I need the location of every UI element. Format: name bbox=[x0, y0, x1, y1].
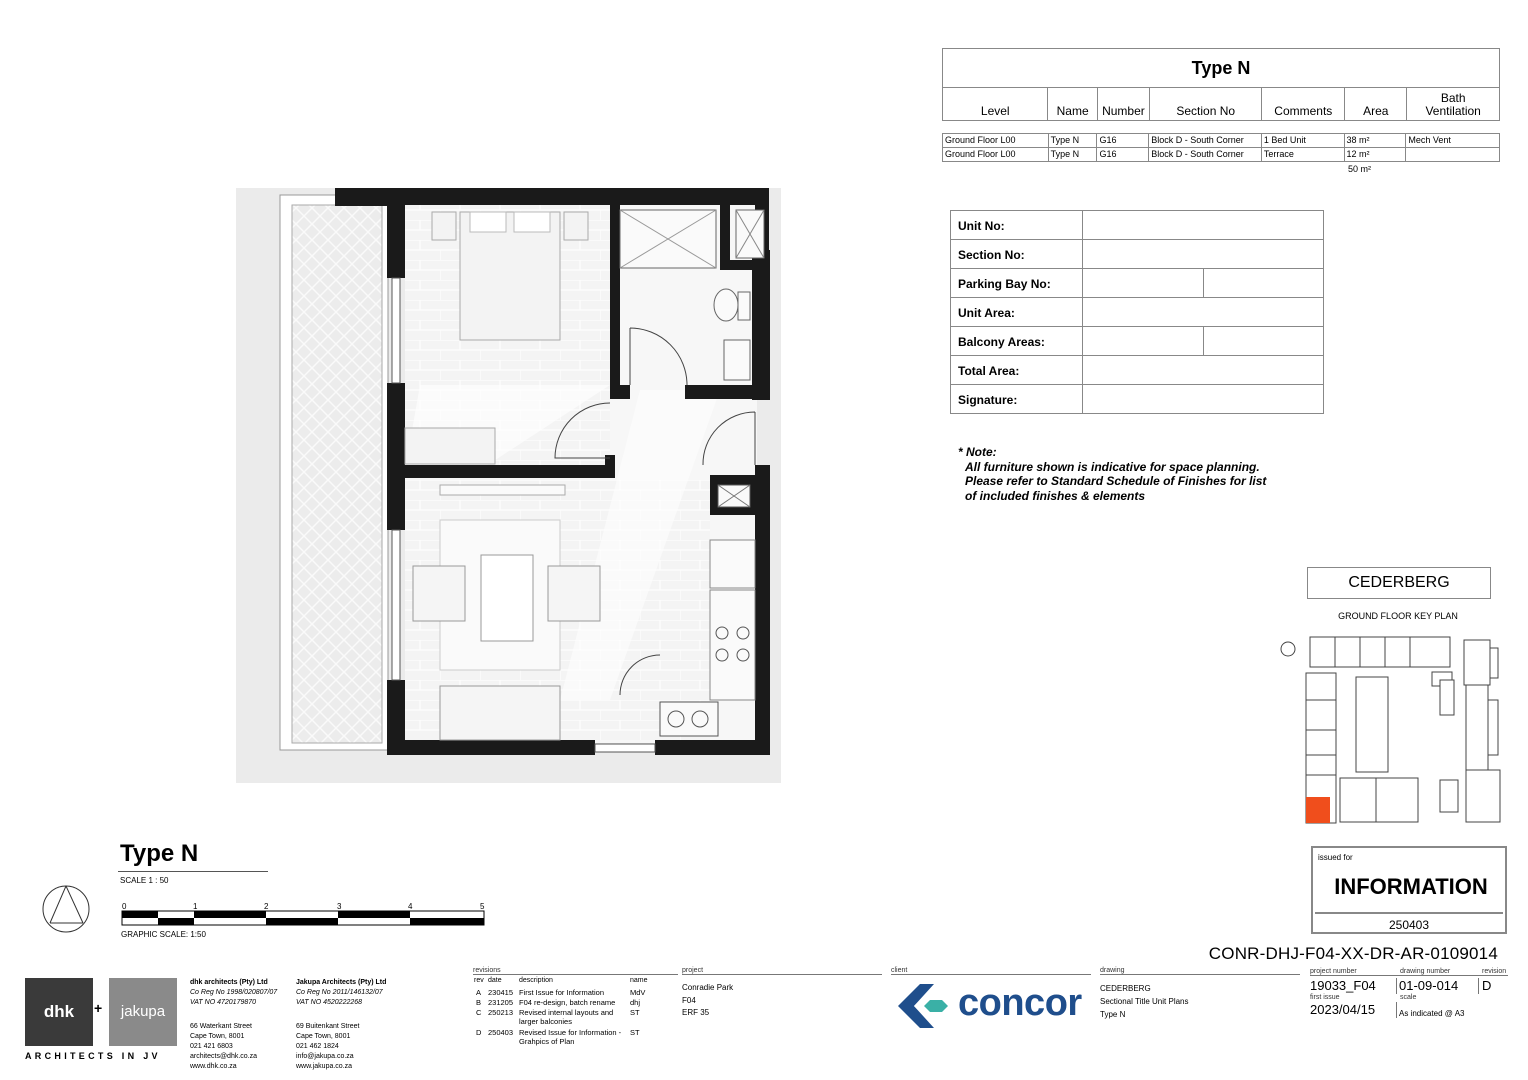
toilet bbox=[714, 289, 738, 321]
cell: Type N bbox=[1049, 148, 1098, 161]
jakupa-website[interactable]: www.jakupa.co.za bbox=[296, 1063, 353, 1070]
total-area-field bbox=[1083, 356, 1323, 384]
balcony-label: Balcony Areas: bbox=[951, 327, 1083, 355]
header-area: Area bbox=[1345, 88, 1407, 120]
cell: Mech Vent bbox=[1408, 135, 1451, 145]
client-label: client bbox=[891, 967, 908, 974]
section-no-field bbox=[1083, 240, 1323, 268]
revision-row: D 250403 Revised Issue for Information - Grahpics of Plan ST bbox=[476, 1028, 640, 1046]
rev-header: rev bbox=[474, 977, 484, 984]
sofa bbox=[440, 686, 560, 740]
cell: Terrace bbox=[1262, 148, 1345, 161]
description-header: description bbox=[519, 977, 553, 984]
terrace-paving bbox=[292, 205, 382, 743]
jakupa-phone: 021 462 1824 bbox=[296, 1043, 339, 1050]
section-no-label: Section No: bbox=[951, 240, 1083, 268]
cell: G16 bbox=[1097, 148, 1149, 161]
drawing-details bbox=[1100, 982, 1189, 1021]
drawing-label: drawing bbox=[1100, 967, 1125, 974]
project-phase: F04 bbox=[682, 995, 696, 1005]
north-arrow bbox=[40, 883, 92, 935]
jakupa-address: Cape Town, 8001 bbox=[296, 1033, 351, 1040]
basin bbox=[724, 340, 750, 380]
project-name: Conradie Park bbox=[682, 983, 734, 992]
cell: 38 m² bbox=[1345, 134, 1407, 147]
signature-label: Signature: bbox=[951, 385, 1083, 413]
dhk-phone: 021 421 6803 bbox=[190, 1043, 233, 1050]
graphic-scale bbox=[118, 900, 498, 930]
note-line: Please refer to Standard Schedule of Finishes for list bbox=[965, 474, 1267, 488]
issued-for-box bbox=[1311, 846, 1507, 934]
table-row bbox=[942, 148, 1500, 162]
tv-unit bbox=[440, 485, 565, 495]
project-erf: ERF 35 bbox=[682, 1008, 710, 1017]
first-issue-label: first issue bbox=[1310, 994, 1340, 1001]
dhk-name: dhk architects (Pty) Ltd bbox=[190, 979, 268, 986]
balcony-field bbox=[1083, 327, 1323, 355]
scale-tick: 4 bbox=[408, 902, 413, 911]
plan-scale: SCALE 1 : 50 bbox=[120, 876, 169, 885]
header-level: Level bbox=[943, 88, 1048, 120]
scale-tick: 2 bbox=[264, 902, 269, 911]
keyplan-title: CEDERBERG bbox=[1307, 567, 1491, 599]
revision-value: D bbox=[1482, 978, 1492, 993]
drawing-building: CEDERBERG bbox=[1100, 984, 1151, 993]
cell: 1 Bed Unit bbox=[1262, 134, 1345, 147]
schedule-header bbox=[942, 87, 1500, 121]
logo-tagline: ARCHITECTS IN JV bbox=[25, 1051, 161, 1061]
scale-value: As indicated @ A3 bbox=[1399, 1009, 1465, 1018]
unit-highlight bbox=[1306, 797, 1330, 823]
unit-area-field bbox=[1083, 298, 1323, 326]
armchair-right bbox=[548, 566, 600, 621]
graphic-scale-label: GRAPHIC SCALE: 1:50 bbox=[121, 930, 206, 939]
revision-row: C 250213 Revised internal layouts and larger balconies ST bbox=[476, 1008, 640, 1026]
issued-label: issued for bbox=[1318, 853, 1353, 862]
key-plan bbox=[1278, 632, 1504, 828]
dhk-logo: dhk bbox=[25, 978, 93, 1046]
revisions-header bbox=[474, 977, 648, 984]
cell: 12 m² bbox=[1345, 148, 1407, 161]
header-bath-ventilation: Bath Ventilation bbox=[1425, 91, 1481, 118]
drawing-number: 01-09-014 bbox=[1399, 978, 1459, 993]
jakupa-address: 69 Buitenkant Street bbox=[296, 1023, 360, 1030]
dhk-address: 66 Waterkant Street bbox=[190, 1023, 252, 1030]
total-area-label: Total Area: bbox=[951, 356, 1083, 384]
issued-date: 250403 bbox=[1388, 918, 1430, 932]
drawing-unit: Type N bbox=[1100, 1010, 1126, 1019]
drawing-code: CONR-DHJ-F04-XX-DR-AR-0109014 bbox=[1208, 944, 1498, 963]
cell: Ground Floor L00 bbox=[943, 148, 1049, 161]
cell: Ground Floor L00 bbox=[943, 134, 1049, 147]
project-number: 19033_F04 bbox=[1310, 978, 1376, 993]
jakupa-logo: jakupa bbox=[109, 978, 177, 1046]
table-row bbox=[942, 133, 1500, 148]
keyplan-subtitle: GROUND FLOOR KEY PLAN bbox=[1338, 611, 1458, 621]
jakupa-vat: VAT NO 4520222268 bbox=[296, 999, 363, 1006]
plan-title: Type N bbox=[120, 840, 199, 867]
dhk-address: Cape Town, 8001 bbox=[190, 1033, 245, 1040]
unit-no-label: Unit No: bbox=[951, 211, 1083, 239]
note-line: All furniture shown is indicative for space planning. bbox=[965, 459, 1260, 474]
concor-logo-icon bbox=[892, 980, 954, 1032]
revisions-label: revisions bbox=[473, 967, 501, 974]
jakupa-email[interactable]: info@jakupa.co.za bbox=[296, 1053, 354, 1060]
wardrobe bbox=[405, 428, 495, 464]
cell: G16 bbox=[1097, 134, 1149, 147]
floor-plan bbox=[230, 180, 790, 790]
furniture-note bbox=[958, 445, 1266, 503]
scale-tick: 5 bbox=[480, 902, 485, 911]
jakupa-name: Jakupa Architects (Pty) Ltd bbox=[296, 979, 387, 986]
coffee-table bbox=[481, 555, 533, 641]
jakupa-details bbox=[296, 978, 386, 1072]
sink bbox=[660, 702, 718, 736]
drawing-number-label: drawing number bbox=[1400, 968, 1451, 975]
parking-label: Parking Bay No: bbox=[951, 269, 1083, 297]
cell bbox=[1406, 148, 1499, 161]
header-section: Section No bbox=[1150, 88, 1262, 120]
cell: Block D - South Corner bbox=[1149, 134, 1262, 147]
schedule-title: Type N bbox=[942, 48, 1500, 87]
counter bbox=[710, 590, 755, 700]
plus-icon: + bbox=[94, 1000, 103, 1016]
name-header: name bbox=[630, 977, 648, 984]
unit-info-form bbox=[950, 210, 1324, 414]
parking-field bbox=[1083, 269, 1323, 297]
first-issue-date: 2023/04/15 bbox=[1310, 1002, 1376, 1017]
scale-tick: 1 bbox=[193, 902, 198, 911]
revision-label: revision bbox=[1482, 968, 1507, 975]
jakupa-reg: Co Reg No 2011/146132/07 bbox=[296, 989, 383, 996]
dhk-website[interactable]: www.dhk.co.za bbox=[190, 1063, 237, 1070]
header-name: Name bbox=[1048, 88, 1097, 120]
issued-status: INFORMATION bbox=[1334, 874, 1488, 899]
project-label: project bbox=[682, 967, 704, 974]
dhk-email[interactable]: architects@dhk.co.za bbox=[190, 1053, 258, 1060]
header-number: Number bbox=[1098, 88, 1150, 120]
cell: Type N bbox=[1049, 134, 1098, 147]
unit-no-field bbox=[1083, 211, 1323, 239]
note-heading: * Note: bbox=[958, 445, 997, 459]
drawing-type: Sectional Title Unit Plans bbox=[1100, 997, 1189, 1006]
scale-label: scale bbox=[1400, 994, 1417, 1001]
unit-schedule bbox=[942, 48, 1500, 174]
project-details bbox=[682, 982, 733, 1020]
note-line: of included finishes & elements bbox=[965, 488, 1146, 503]
dhk-vat: VAT NO 4720179870 bbox=[190, 999, 257, 1006]
revision-row: A 230415 First Issue for Information MdV bbox=[476, 988, 646, 997]
scale-tick: 3 bbox=[337, 902, 342, 911]
project-number-label: project number bbox=[1310, 968, 1357, 975]
unit-area-label: Unit Area: bbox=[951, 298, 1083, 326]
cell: Block D - South Corner bbox=[1149, 148, 1262, 161]
dhk-details bbox=[190, 978, 277, 1072]
signature-field bbox=[1083, 385, 1323, 413]
revision-row: B 231205 F04 re-design, batch rename dhj bbox=[476, 998, 641, 1007]
dhk-reg: Co Reg No 1998/020807/07 bbox=[190, 989, 278, 996]
concor-logo: concor bbox=[958, 982, 1082, 1024]
header-comments: Comments bbox=[1262, 88, 1345, 120]
scale-tick: 0 bbox=[122, 902, 127, 911]
schedule-total: 50 m² bbox=[1348, 164, 1372, 174]
fridge bbox=[710, 540, 755, 588]
date-header: date bbox=[488, 977, 502, 984]
north-icon bbox=[1281, 642, 1295, 656]
armchair-left bbox=[413, 566, 465, 621]
